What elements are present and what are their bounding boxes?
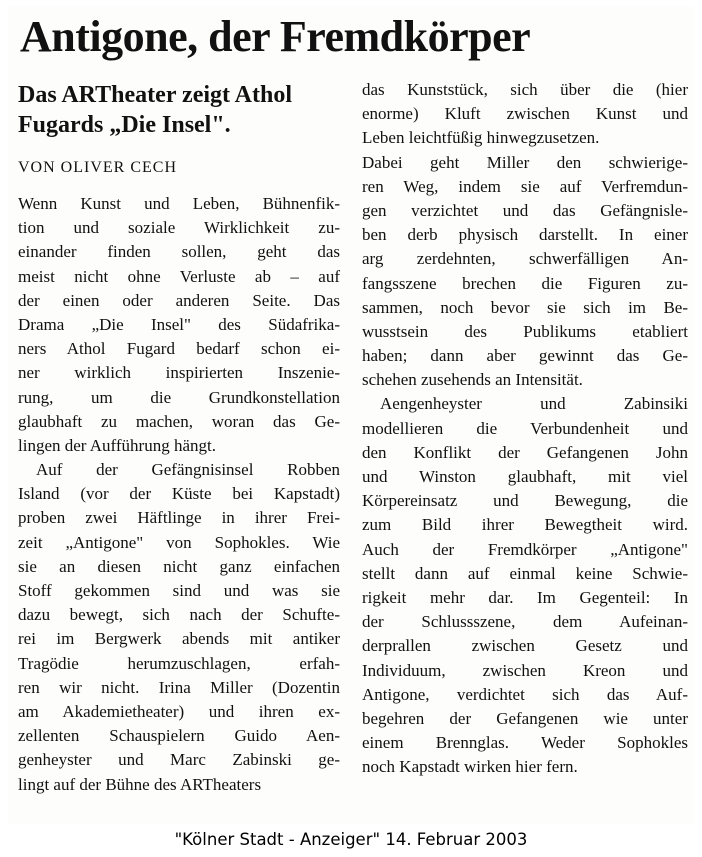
text-line: ben derb physisch darstellt. In einer bbox=[362, 225, 688, 245]
text-line: Antigone, verdichtet sich das Auf- bbox=[362, 684, 688, 704]
text-line: einander finden sollen, geht das bbox=[18, 242, 340, 262]
text-line: stellt dann auf einmal keine Schwie- bbox=[362, 563, 688, 583]
text-line: genheyster und Marc Zabinski ge- bbox=[18, 750, 340, 770]
text-line: wusstsein des Publikums etabliert bbox=[362, 321, 688, 341]
text-line: noch Kapstadt wirken hier fern. bbox=[362, 757, 578, 777]
text-line: proben zwei Häftlinge in ihrer Frei- bbox=[18, 508, 340, 528]
text-line: Island (vor der Küste bei Kapstadt) bbox=[18, 484, 340, 504]
text-line: der Schlussszene, dem Aufeinan- bbox=[362, 612, 688, 632]
text-line: einem Brennglas. Weder Sophokles bbox=[362, 733, 688, 753]
text-line: ren Weg, indem sie auf Verfremdun- bbox=[362, 176, 688, 196]
text-line: derprallen zwischen Gesetz und bbox=[362, 636, 688, 656]
text-line: arg zerdehnten, schwerfälligen An- bbox=[362, 249, 688, 269]
text-line: meist nicht ohne Verluste ab – auf bbox=[18, 266, 340, 286]
text-line: tion und soziale Wirklichkeit zu- bbox=[18, 218, 340, 238]
text-line: zeit „Antigone" von Sophokles. Wie bbox=[18, 532, 340, 552]
text-line: ren wir nicht. Irina Miller (Dozentin bbox=[18, 677, 340, 697]
byline: VON OLIVER CECH bbox=[18, 159, 177, 176]
text-line: sammen, noch bevor sie sich im Be- bbox=[362, 297, 688, 317]
text-line: schehen zusehends an Intensität. bbox=[362, 370, 583, 390]
text-line: Auf der Gefängnisinsel Robben bbox=[36, 460, 340, 480]
subheadline bbox=[18, 80, 348, 140]
text-line: gen verzichtet und das Gefängnisle- bbox=[362, 200, 688, 220]
text-line: dazu bewegt, sich nach der Schufte- bbox=[18, 605, 340, 625]
text-line: zellenten Schauspielern Guido Aen- bbox=[18, 726, 340, 746]
text-line: Dabei geht Miller den schwierige- bbox=[362, 152, 688, 172]
text-line: Individuum, zwischen Kreon und bbox=[362, 660, 688, 680]
text-line: rigkeit mehr dar. Im Gegenteil: In bbox=[362, 587, 688, 607]
text-line: ner wirklich inspirierten Inszenie- bbox=[18, 363, 340, 383]
text-line: ners Athol Fugard bedarf schon ei- bbox=[18, 339, 340, 359]
text-line: Leben leichtfüßig hinwegzusetzen. bbox=[362, 128, 600, 148]
text-line: lingt auf der Bühne des ARTheaters bbox=[18, 774, 262, 794]
text-line: lingen der Aufführung hängt. bbox=[18, 435, 216, 455]
text-line: Körpereinsatz und Bewegung, die bbox=[362, 491, 688, 511]
source-caption: "Kölner Stadt - Anzeiger" 14. Februar 2003 bbox=[174, 830, 528, 849]
subheadline-line: Das ARTheater zeigt Athol bbox=[18, 82, 293, 108]
text-line: haben; dann aber gewinnt das Ge- bbox=[362, 346, 688, 366]
text-line: enorme) Kluft zwischen Kunst und bbox=[362, 104, 688, 124]
text-line: Aengenheyster und Zabinsiki bbox=[380, 394, 688, 414]
text-line: den Konflikt der Gefangenen John bbox=[362, 442, 688, 462]
text-line: modellieren die Verbundenheit und bbox=[362, 418, 688, 438]
text-line: Stoff gekommen sind und was sie bbox=[18, 581, 340, 600]
text-line: begehren der Gefangenen wie unter bbox=[362, 708, 688, 728]
left-column bbox=[18, 192, 340, 797]
headline: Antigone, der Fremdkörper bbox=[20, 12, 531, 61]
text-line: zum Bild ihrer Bewegtheit wird. bbox=[362, 515, 688, 535]
text-line: am Akademietheater) und ihren ex- bbox=[18, 701, 340, 721]
text-line: sie an diesen nicht ganz einfachen bbox=[18, 556, 340, 576]
text-line: Auch der Fremdkörper „Antigone" bbox=[362, 539, 688, 559]
text-line: Wenn Kunst und Leben, Bühnenfik- bbox=[18, 194, 340, 213]
text-line: und Winston glaubhaft, mit viel bbox=[362, 467, 688, 486]
text-line: das Kunststück, sich über die (hier bbox=[362, 80, 688, 99]
text-line: Tragödie herumzuschlagen, erfah- bbox=[18, 653, 340, 673]
text-line: glaubhaft zu machen, woran das Ge- bbox=[18, 411, 340, 431]
right-column bbox=[362, 78, 688, 779]
text-line: fangsszene brechen die Figuren zu- bbox=[362, 273, 688, 293]
text-line: rei im Bergwerk abends mit antiker bbox=[18, 629, 340, 649]
newspaper-clipping bbox=[8, 6, 694, 824]
text-line: der einen oder anderen Seite. Das bbox=[18, 290, 340, 310]
subheadline-line: Fugards „Die Insel". bbox=[18, 112, 231, 138]
text-line: rung, um die Grundkonstellation bbox=[18, 387, 340, 407]
text-line: Drama „Die Insel" des Südafrika- bbox=[18, 314, 340, 334]
